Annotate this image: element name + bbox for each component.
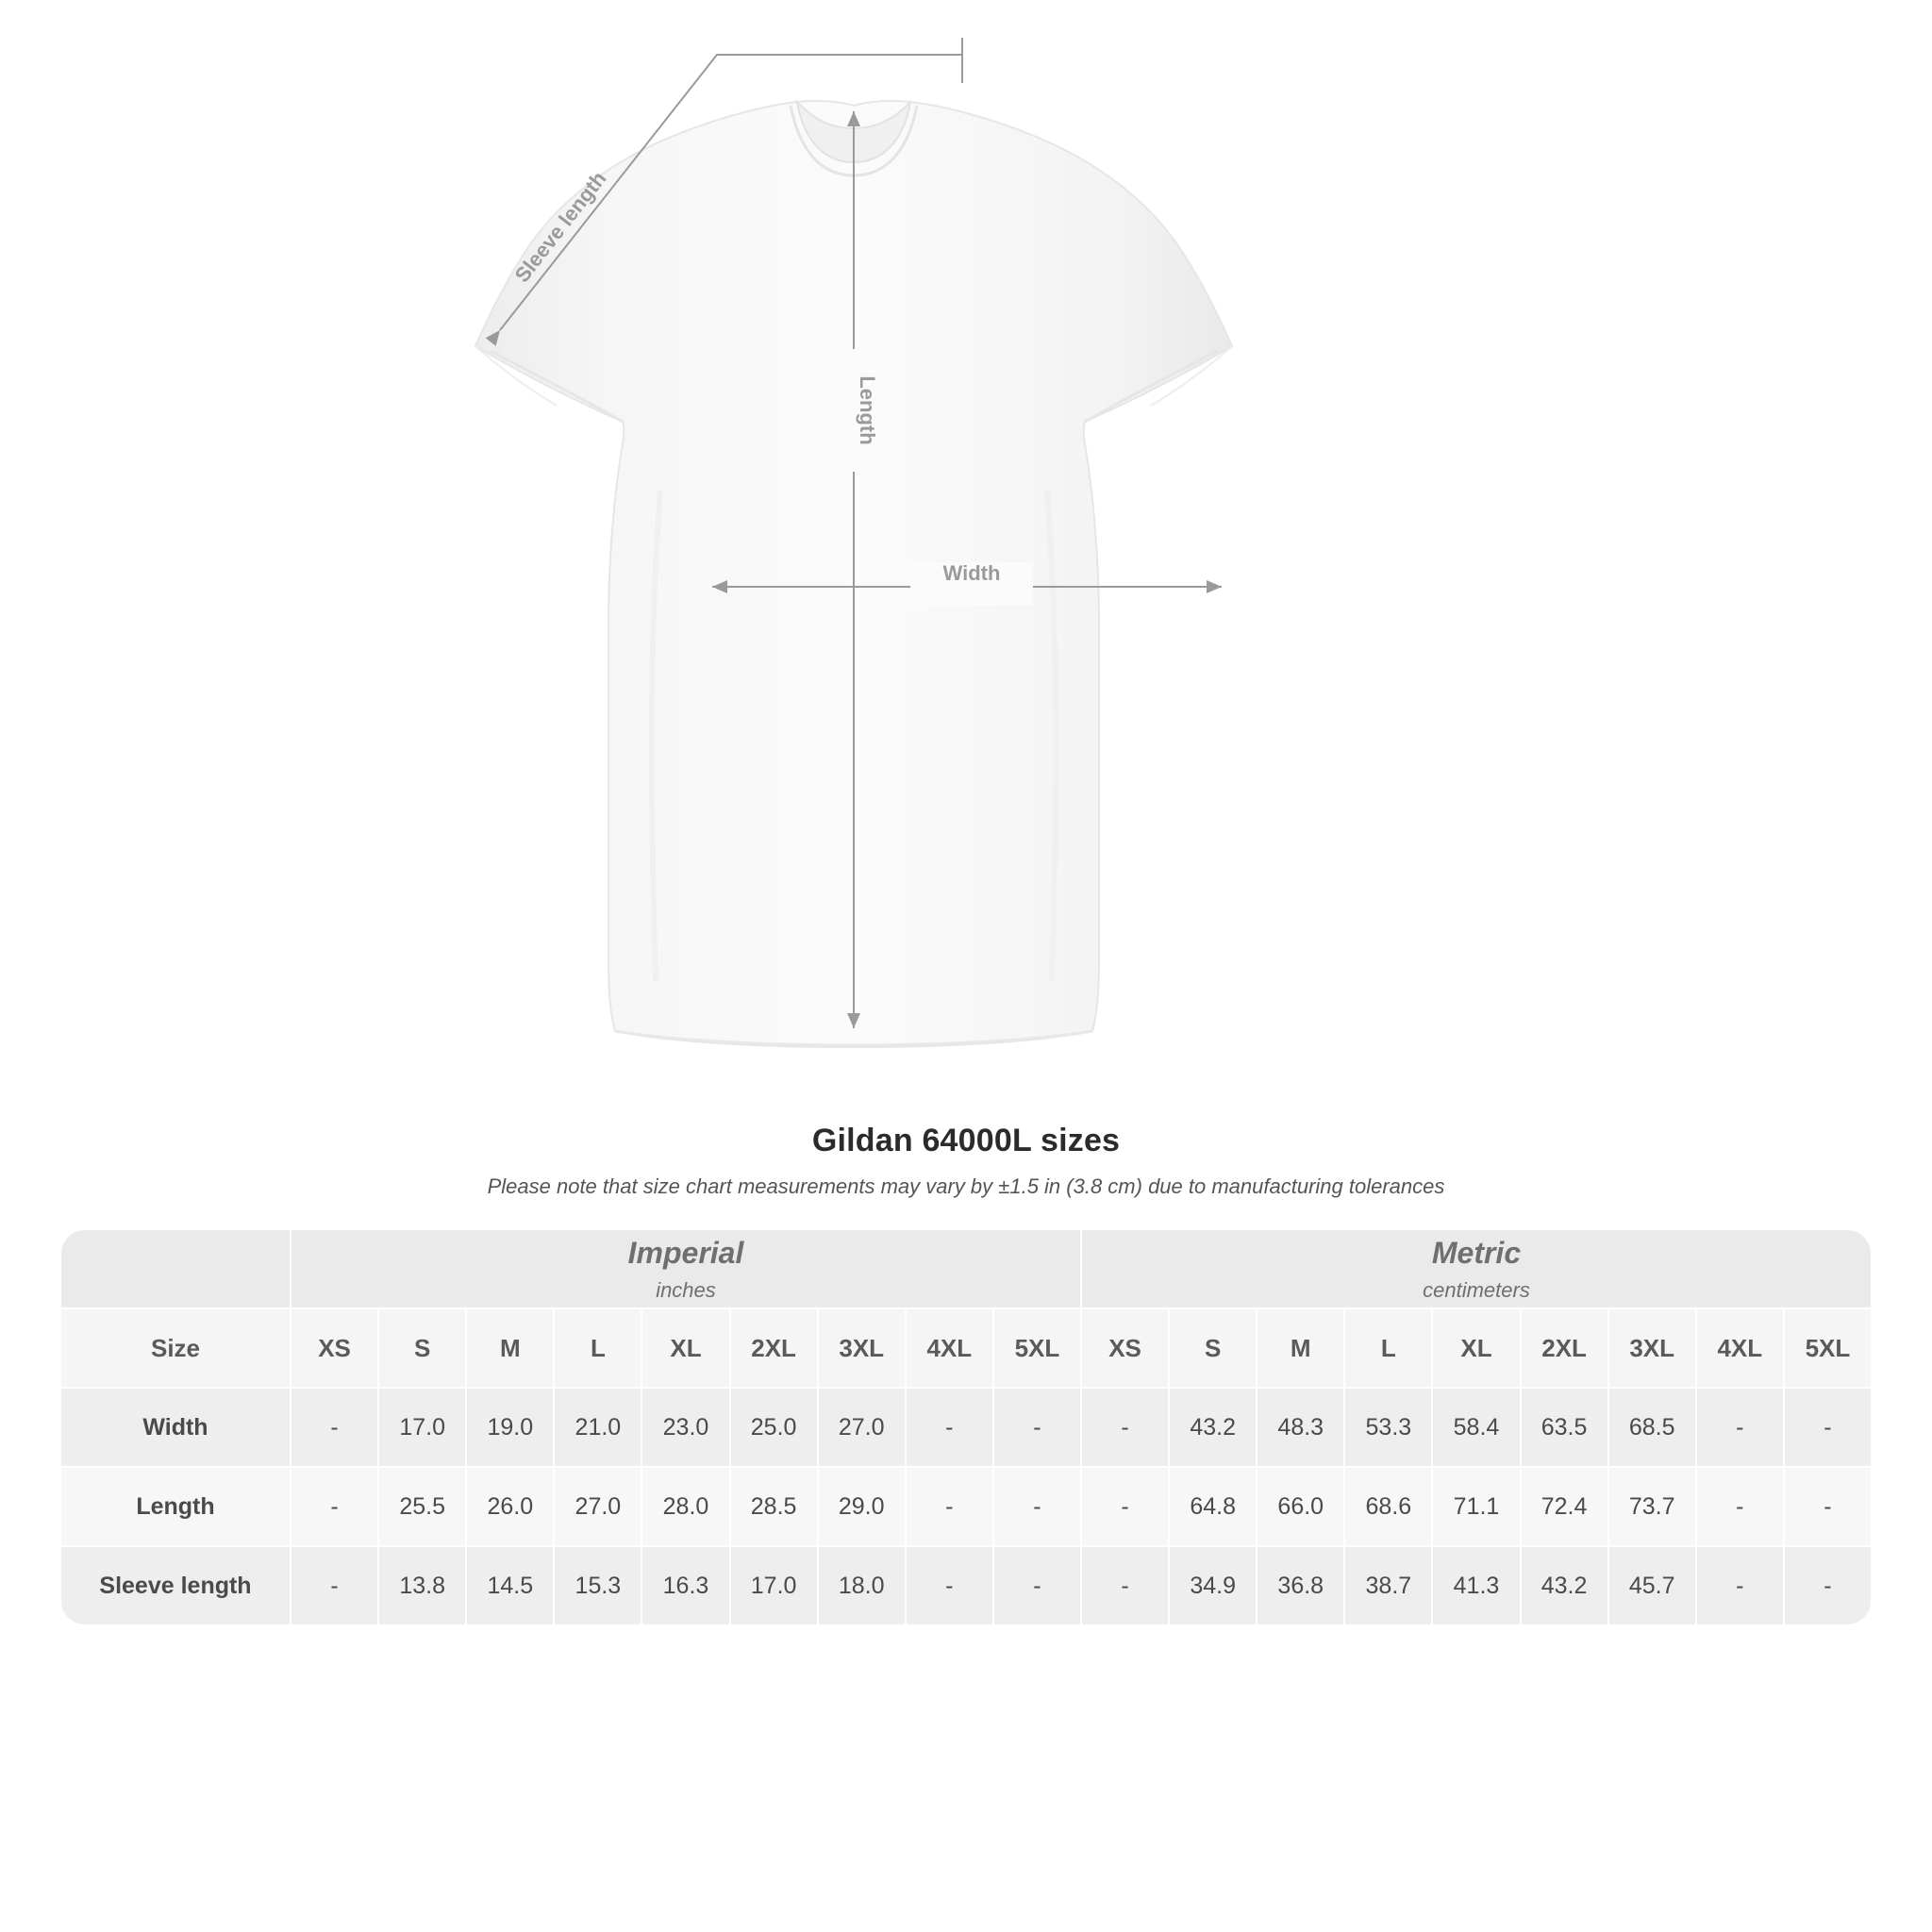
- cell: 71.1: [1432, 1467, 1520, 1546]
- table-row: [60, 1467, 1872, 1546]
- cell: 68.6: [1344, 1467, 1432, 1546]
- cell: 16.3: [641, 1546, 729, 1625]
- cell: -: [906, 1467, 993, 1546]
- width-label: Width: [942, 561, 1001, 585]
- table-header-row: [60, 1308, 1872, 1388]
- row-label-sleeve-length: Sleeve length: [60, 1546, 291, 1625]
- cell: -: [1696, 1467, 1784, 1546]
- title-block: [0, 1123, 1932, 1199]
- cell: 68.5: [1608, 1388, 1696, 1467]
- header-col: M: [1257, 1308, 1344, 1388]
- cell: -: [1784, 1546, 1872, 1625]
- cell: 23.0: [641, 1388, 729, 1467]
- header-col: 3XL: [1608, 1308, 1696, 1388]
- cell: -: [291, 1546, 378, 1625]
- unit-sub-imperial: inches: [656, 1277, 716, 1302]
- cell: 14.5: [466, 1546, 554, 1625]
- cell: -: [291, 1467, 378, 1546]
- header-col: 5XL: [993, 1308, 1081, 1388]
- cell: -: [993, 1546, 1081, 1625]
- header-col: 2XL: [1521, 1308, 1608, 1388]
- length-label: Length: [856, 375, 879, 445]
- unit-group-imperial: [291, 1229, 1081, 1308]
- cell: -: [1784, 1467, 1872, 1546]
- cell: 18.0: [818, 1546, 906, 1625]
- cell: 58.4: [1432, 1388, 1520, 1467]
- cell: 64.8: [1169, 1467, 1257, 1546]
- table-row: [60, 1388, 1872, 1467]
- cell: 25.5: [378, 1467, 466, 1546]
- cell: -: [906, 1546, 993, 1625]
- cell: 17.0: [378, 1388, 466, 1467]
- cell: -: [906, 1388, 993, 1467]
- cell: 72.4: [1521, 1467, 1608, 1546]
- header-size: Size: [60, 1308, 291, 1388]
- cell: 15.3: [554, 1546, 641, 1625]
- unit-group-row: [60, 1229, 1872, 1308]
- unit-name-metric: Metric: [1431, 1235, 1522, 1270]
- header-col: L: [1344, 1308, 1432, 1388]
- header-col: XS: [291, 1308, 378, 1388]
- header-col: XL: [1432, 1308, 1520, 1388]
- cell: 19.0: [466, 1388, 554, 1467]
- cell: -: [1081, 1467, 1169, 1546]
- cell: 27.0: [818, 1388, 906, 1467]
- cell: 36.8: [1257, 1546, 1344, 1625]
- cell: -: [1696, 1546, 1784, 1625]
- cell: -: [993, 1467, 1081, 1546]
- unit-group-metric: [1081, 1229, 1872, 1308]
- header-col: S: [1169, 1308, 1257, 1388]
- unit-corner-cell: [60, 1229, 291, 1308]
- header-col: XL: [641, 1308, 729, 1388]
- cell: 43.2: [1169, 1388, 1257, 1467]
- header-col: XS: [1081, 1308, 1169, 1388]
- cell: -: [1784, 1388, 1872, 1467]
- cell: 28.5: [730, 1467, 818, 1546]
- header-col: M: [466, 1308, 554, 1388]
- cell: 17.0: [730, 1546, 818, 1625]
- row-label-length: Length: [60, 1467, 291, 1546]
- header-col: S: [378, 1308, 466, 1388]
- page-title: Gildan 64000L sizes: [811, 1123, 1121, 1158]
- table-row: [60, 1546, 1872, 1625]
- cell: -: [993, 1388, 1081, 1467]
- cell: 38.7: [1344, 1546, 1432, 1625]
- cell: 43.2: [1521, 1546, 1608, 1625]
- cell: 63.5: [1521, 1388, 1608, 1467]
- cell: 41.3: [1432, 1546, 1520, 1625]
- cell: 45.7: [1608, 1546, 1696, 1625]
- cell: 28.0: [641, 1467, 729, 1546]
- cell: 34.9: [1169, 1546, 1257, 1625]
- header-col: 5XL: [1784, 1308, 1872, 1388]
- cell: 66.0: [1257, 1467, 1344, 1546]
- tolerance-note: Please note that size chart measurements may vary by ±1.5 in (3.8 cm) due to manufacturing tolerances: [487, 1174, 1445, 1198]
- header-col: 3XL: [818, 1308, 906, 1388]
- cell: 13.8: [378, 1546, 466, 1625]
- header-col: 4XL: [906, 1308, 993, 1388]
- unit-name-imperial: Imperial: [627, 1235, 744, 1270]
- cell: 27.0: [554, 1467, 641, 1546]
- cell: 25.0: [730, 1388, 818, 1467]
- cell: 53.3: [1344, 1388, 1432, 1467]
- cell: -: [1081, 1388, 1169, 1467]
- size-table: [60, 1229, 1872, 1625]
- cell: 48.3: [1257, 1388, 1344, 1467]
- sleeve-length-label: Sleeve length: [509, 166, 611, 287]
- cell: -: [1081, 1546, 1169, 1625]
- header-col: L: [554, 1308, 641, 1388]
- cell: 26.0: [466, 1467, 554, 1546]
- cell: -: [291, 1388, 378, 1467]
- header-col: 2XL: [730, 1308, 818, 1388]
- cell: 73.7: [1608, 1467, 1696, 1546]
- cell: 29.0: [818, 1467, 906, 1546]
- cell: 21.0: [554, 1388, 641, 1467]
- cell: -: [1696, 1388, 1784, 1467]
- unit-sub-metric: centimeters: [1423, 1277, 1530, 1302]
- row-label-width: Width: [60, 1388, 291, 1467]
- size-table-wrapper: [60, 1229, 1872, 1625]
- header-col: 4XL: [1696, 1308, 1784, 1388]
